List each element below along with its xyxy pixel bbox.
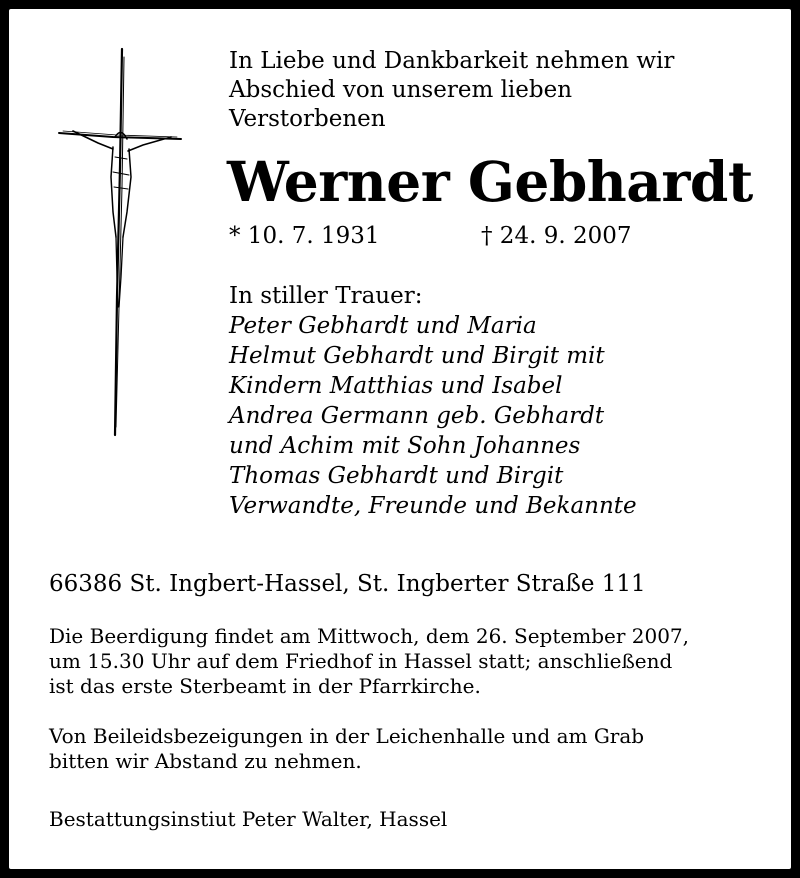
mourner-line: Peter Gebhardt und Maria	[229, 313, 537, 339]
mourners-list	[229, 311, 637, 521]
deceased-name: Werner Gebhardt	[227, 149, 753, 214]
condolence-notice	[49, 724, 644, 774]
mourner-line: Andrea Germann geb. Gebhardt	[229, 403, 605, 429]
mourning-label: In stiller Trauer:	[229, 283, 423, 309]
intro-line: Verstorbenen	[229, 106, 386, 132]
mourner-line: Thomas Gebhardt und Birgit	[229, 463, 564, 489]
funeral-line: ist das erste Sterbeamt in der Pfarrkirche.	[49, 674, 481, 698]
intro-line: In Liebe und Dankbarkeit nehmen wir	[229, 48, 675, 74]
intro-line: Abschied von unserem lieben	[229, 77, 573, 103]
obituary-card	[9, 9, 791, 869]
condolence-line: Von Beileidsbezeigungen in der Leichenhalle und am Grab	[49, 724, 645, 748]
mourner-line: Verwandte, Freunde und Bekannte	[229, 493, 637, 519]
funeral-notice	[49, 624, 689, 699]
undertaker: Bestattungsinstiut Peter Walter, Hassel	[49, 807, 448, 831]
death-date: † 24. 9. 2007	[481, 223, 632, 249]
crucifix-icon	[53, 47, 183, 437]
intro-text	[229, 47, 769, 134]
mourner-line: Helmut Gebhardt und Birgit mit	[229, 343, 605, 369]
funeral-line: Die Beerdigung findet am Mittwoch, dem 26. September 2007,	[49, 624, 689, 648]
condolence-line: bitten wir Abstand zu nehmen.	[49, 749, 362, 773]
mourner-line: und Achim mit Sohn Johannes	[229, 433, 581, 459]
address: 66386 St. Ingbert-Hassel, St. Ingberter Straße 111	[49, 571, 646, 597]
mourner-line: Kindern Matthias und Isabel	[229, 373, 563, 399]
birth-date: * 10. 7. 1931	[229, 223, 380, 249]
funeral-line: um 15.30 Uhr auf dem Friedhof in Hassel statt; anschließend	[49, 649, 673, 673]
